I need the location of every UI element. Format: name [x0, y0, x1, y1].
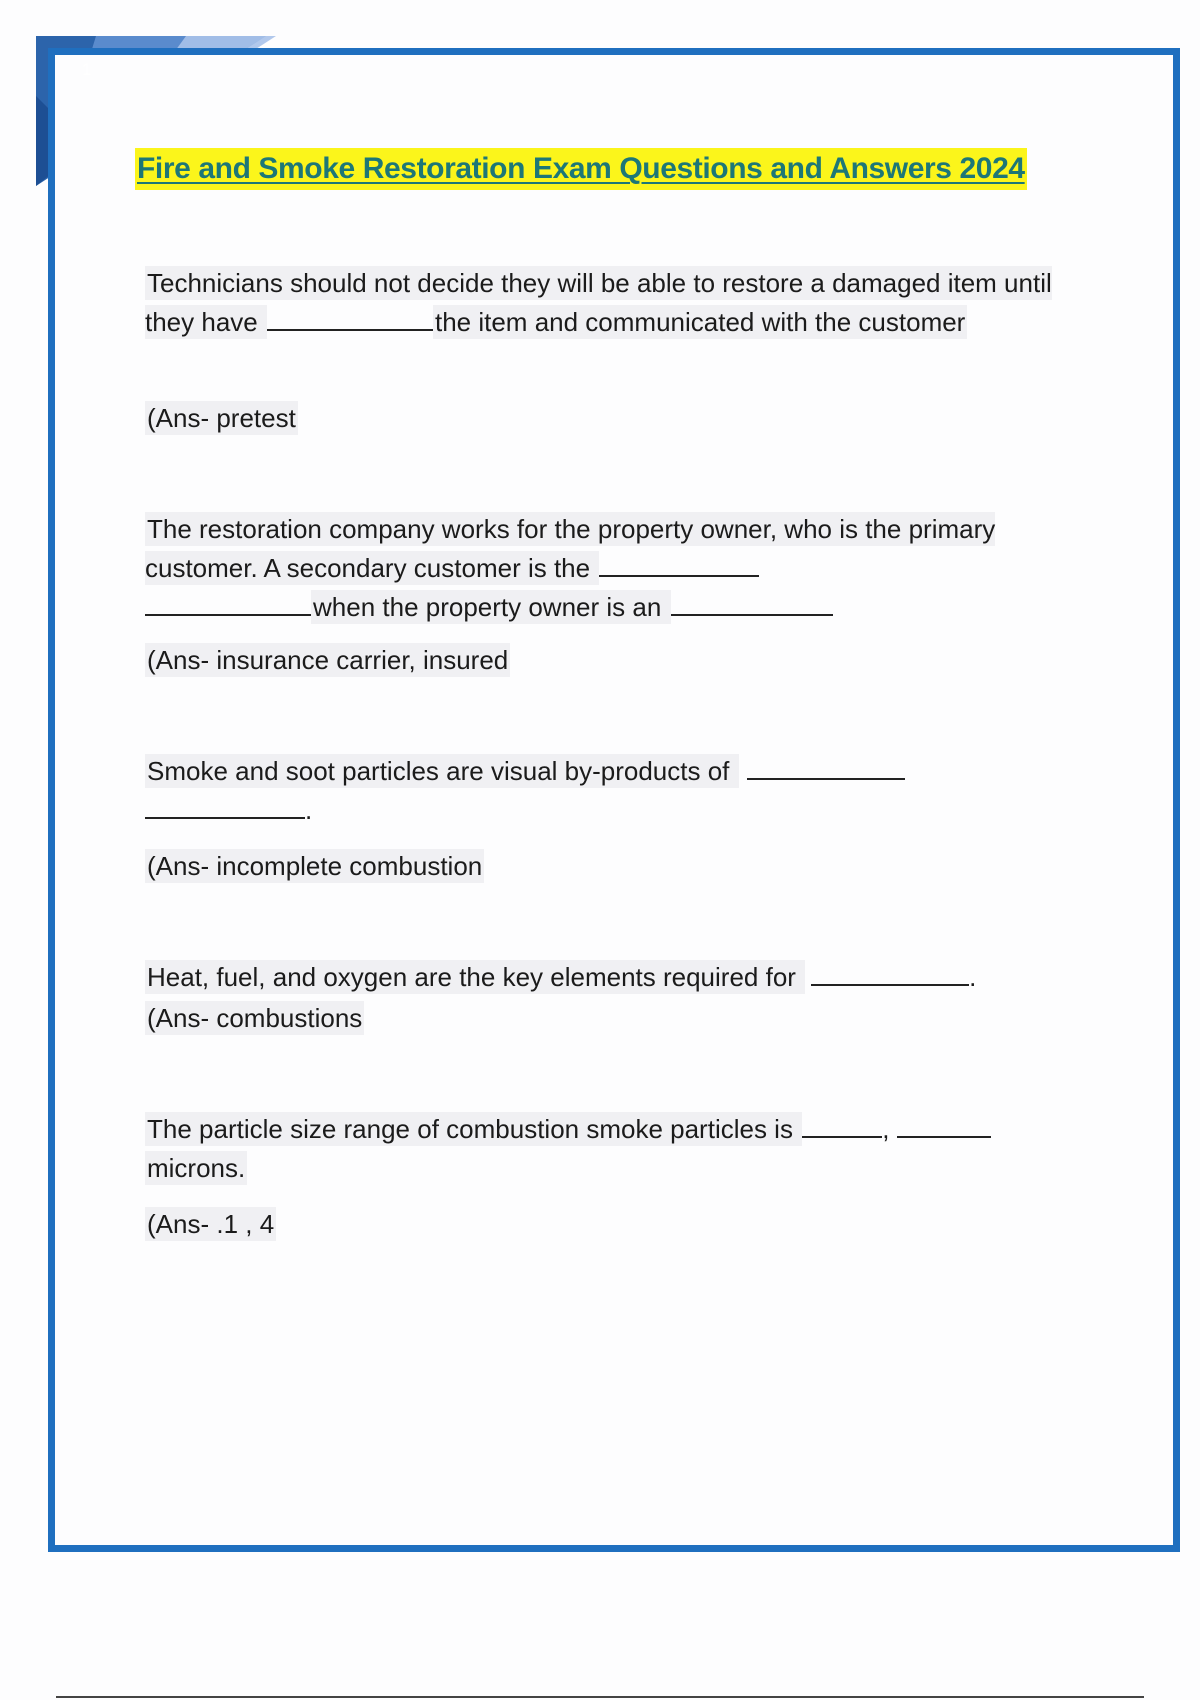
answer-5	[145, 1206, 276, 1242]
answer-blank	[145, 592, 311, 616]
answer-blank	[267, 307, 433, 331]
answer-2-text: (Ans- insurance carrier, insured	[147, 645, 509, 675]
question-4	[145, 958, 1075, 997]
question-5-text-b: ,	[882, 1114, 897, 1144]
document-title: Fire and Smoke Restoration Exam Questions and Answers 2024	[135, 148, 1027, 190]
page-number: 1	[82, 60, 92, 79]
answer-blank	[897, 1114, 991, 1138]
question-4-text-a: Heat, fuel, and oxygen are the key elements required for	[147, 962, 804, 992]
question-3-text-b: .	[305, 795, 313, 825]
question-2-text-b: when the property owner is an	[313, 592, 669, 622]
question-5-text-a: The particle size range of combustion smoke particles is	[147, 1114, 801, 1144]
answer-blank	[671, 592, 833, 616]
question-2-text-a: The restoration company works for the property owner, who is the primary customer. A secondary customer is the	[145, 514, 996, 583]
answer-blank	[747, 756, 905, 780]
answer-blank	[599, 553, 759, 577]
footer-rule	[56, 1696, 1144, 1698]
question-1-text-a: Technicians should not decide they will be able to restore a damaged item until they have	[145, 268, 1052, 337]
answer-blank	[811, 962, 969, 986]
answer-4-text: (Ans- combustions	[147, 1003, 363, 1033]
question-3-text-a: Smoke and soot particles are visual by-products of	[147, 756, 737, 786]
question-3	[145, 752, 1075, 830]
question-2	[145, 510, 1075, 627]
answer-blank	[145, 795, 305, 819]
question-5-text-c: microns.	[147, 1153, 246, 1183]
answer-1-text: (Ans- pretest	[147, 403, 296, 433]
answer-5-text: (Ans- .1 , 4	[147, 1209, 275, 1239]
answer-4	[145, 1000, 364, 1036]
answer-3-text: (Ans- incomplete combustion	[147, 851, 483, 881]
question-1	[145, 264, 1075, 342]
question-5	[145, 1110, 1075, 1188]
answer-3	[145, 848, 484, 884]
question-1-text-b: the item and communicated with the customer	[434, 307, 966, 337]
answer-1	[145, 400, 298, 436]
question-4-text-b: .	[969, 962, 977, 992]
answer-2	[145, 642, 510, 678]
answer-blank	[802, 1114, 882, 1138]
